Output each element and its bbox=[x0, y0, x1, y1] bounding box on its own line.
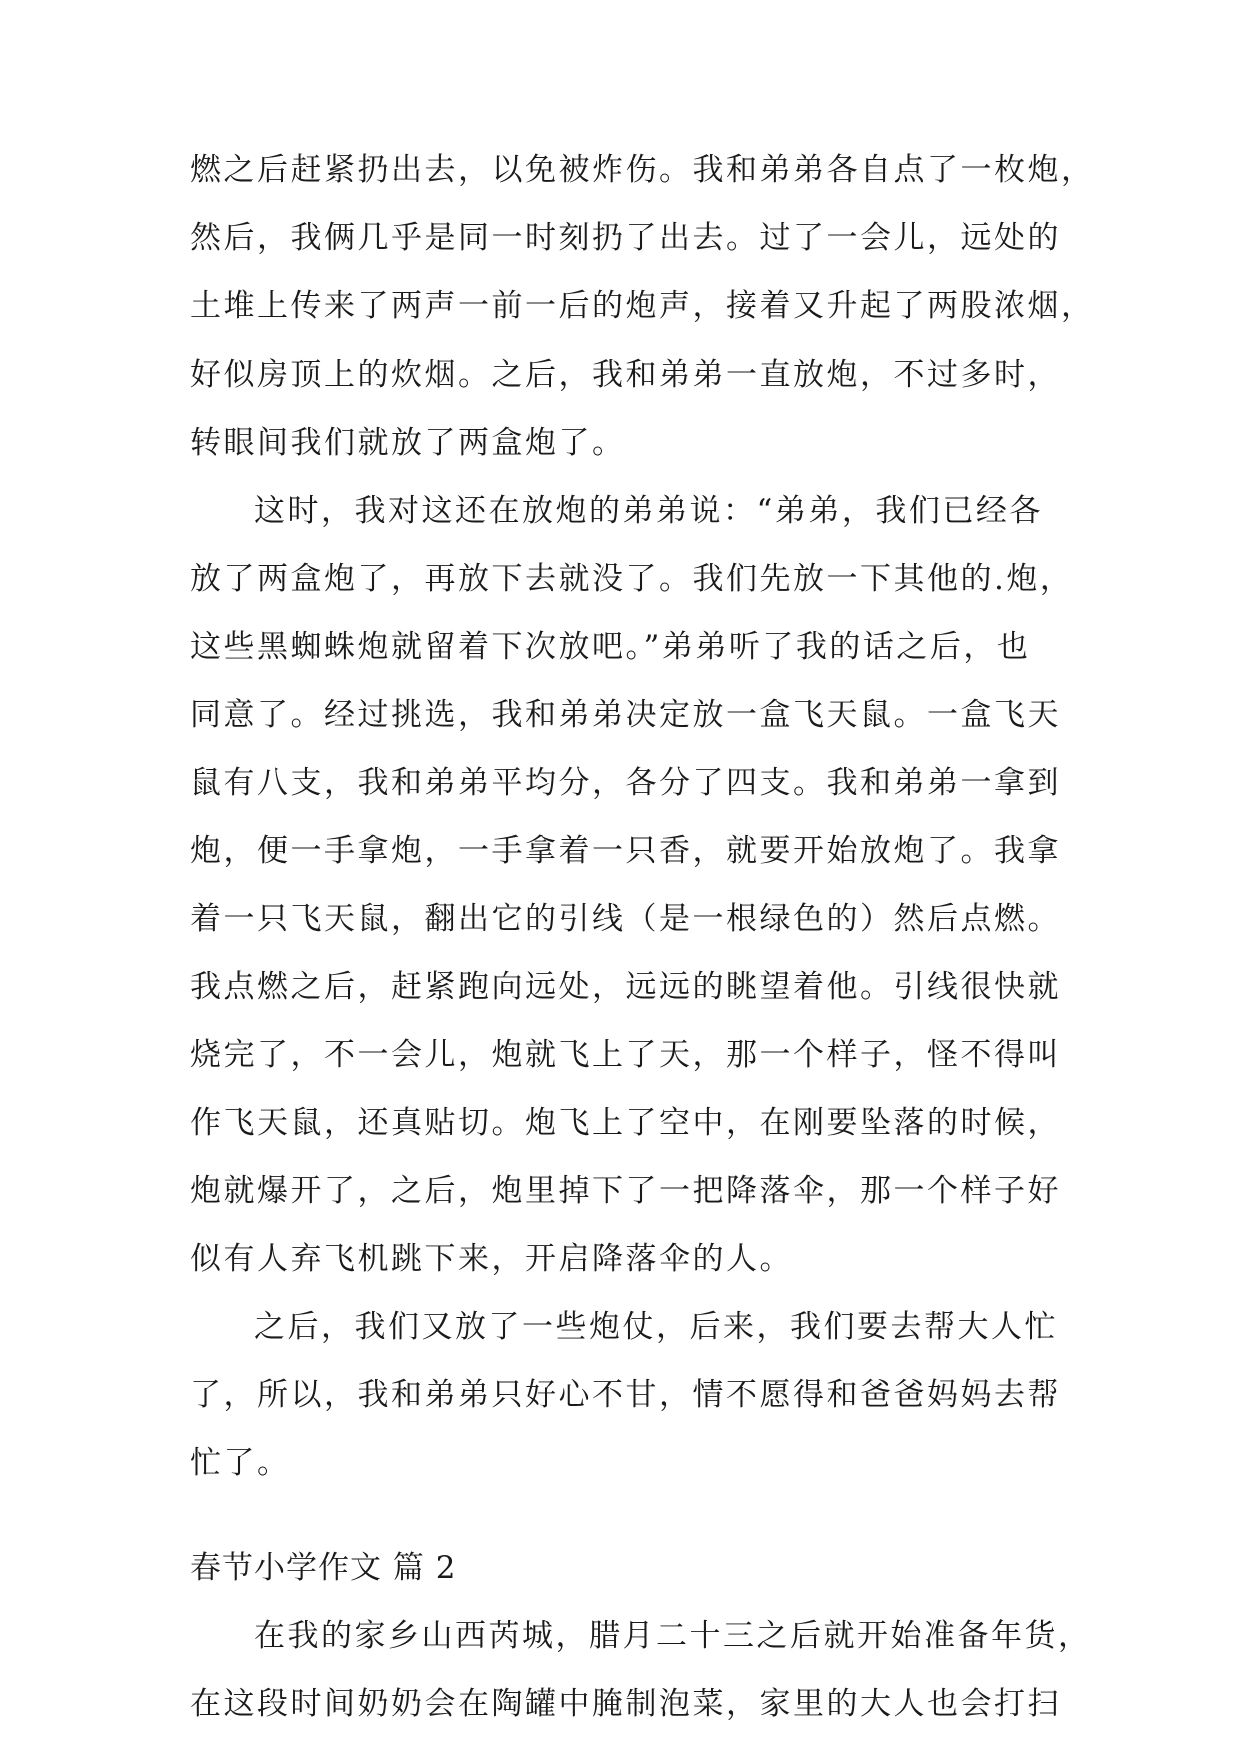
text-line: 同意了。经过挑选，我和弟弟决定放一盒飞天鼠。一盒飞天 bbox=[190, 697, 1061, 733]
text-line: 着一只飞天鼠，翻出它的引线（是一根绿色的）然后点燃。 bbox=[190, 901, 1061, 937]
text-line: 之后，我们又放了一些炮仗，后来，我们要去帮大人忙 bbox=[254, 1309, 1058, 1345]
text-line: 炮，便一手拿炮，一手拿着一只香，就要开始放炮了。我拿 bbox=[190, 833, 1061, 869]
text-line: 鼠有八支，我和弟弟平均分，各分了四支。我和弟弟一拿到 bbox=[190, 765, 1061, 801]
text-line: 放了两盒炮了，再放下去就没了。我们先放一下其他的.炮， bbox=[190, 561, 1074, 597]
text-line: 这时，我对这还在放炮的弟弟说：“弟弟，我们已经各 bbox=[254, 493, 1043, 529]
document-page bbox=[190, 0, 1095, 1754]
text-line: 然后，我俩几乎是同一时刻扔了出去。过了一会儿，远处的 bbox=[190, 220, 1061, 256]
text-line: 炮就爆开了，之后，炮里掉下了一把降落伞，那一个样子好 bbox=[190, 1173, 1061, 1209]
text-line: 了，所以，我和弟弟只好心不甘，情不愿得和爸爸妈妈去帮 bbox=[190, 1377, 1061, 1413]
text-line: 土堆上传来了两声一前一后的炮声，接着又升起了两股浓烟， bbox=[190, 288, 1095, 324]
text-line: 在我的家乡山西芮城，腊月二十三之后就开始准备年货， bbox=[254, 1618, 1092, 1654]
text-line: 燃之后赶紧扔出去，以免被炸伤。我和弟弟各自点了一枚炮， bbox=[190, 152, 1095, 188]
text-line: 烧完了，不一会儿，炮就飞上了天，那一个样子，怪不得叫 bbox=[190, 1037, 1061, 1073]
text-line: 作飞天鼠，还真贴切。炮飞上了空中，在刚要坠落的时候， bbox=[190, 1105, 1061, 1141]
text-line: 转眼间我们就放了两盒炮了。 bbox=[190, 425, 626, 461]
text-line: 这些黑蜘蛛炮就留着下次放吧。”弟弟听了我的话之后，也 bbox=[190, 629, 1031, 665]
text-line: 在这段时间奶奶会在陶罐中腌制泡菜，家里的大人也会打扫 bbox=[190, 1686, 1061, 1722]
text-line: 我点燃之后，赶紧跑向远处，远远的眺望着他。引线很快就 bbox=[190, 969, 1061, 1005]
section-heading: 春节小学作文 篇 2 bbox=[190, 1550, 457, 1586]
text-line: 似有人弃飞机跳下来，开启降落伞的人。 bbox=[190, 1241, 793, 1277]
text-line: 忙了。 bbox=[190, 1445, 291, 1481]
text-line: 好似房顶上的炊烟。之后，我和弟弟一直放炮，不过多时， bbox=[190, 357, 1061, 393]
